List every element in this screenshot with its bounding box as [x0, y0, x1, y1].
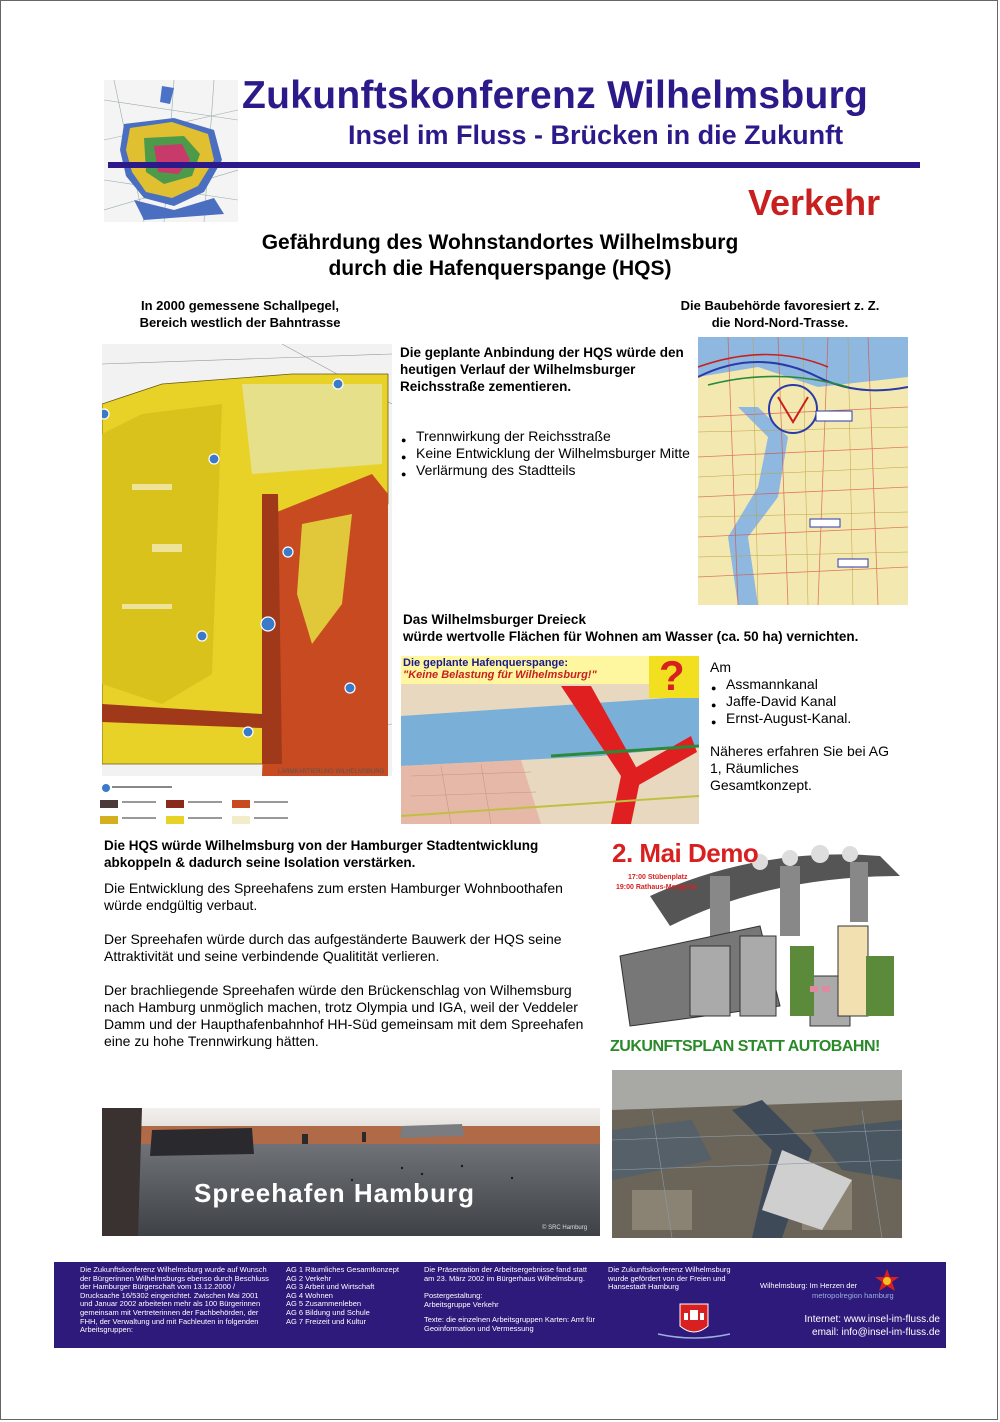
footer-poster-design: Postergestaltung: Arbeitsgruppe Verkehr [424, 1291, 499, 1309]
demo-slogan: ZUKUNFTSPLAN STATT AUTOBAHN! [610, 1038, 880, 1055]
footer-presentation: Die Präsentation der Arbeitsergebnisse fand statt am 23. März 2002 im Bürgerhaus Wilhelmsburg. [424, 1265, 588, 1283]
hamburg-coat-of-arms-icon [654, 1300, 734, 1340]
isolation-paragraph-1: Die Entwicklung des Spreehafens zum ersten Hamburger Wohnboothafen würde endgültig verbaut. [104, 880, 563, 913]
dreieck-heading [403, 611, 923, 645]
spreehafen-label: Spreehafen Hamburg [194, 1178, 475, 1208]
footer-metropolregion: metropolregion hamburg [812, 1291, 894, 1300]
wilhelmsburg-location-map [104, 80, 238, 222]
hafenquerspange-map [401, 656, 699, 824]
noise-map-caption-line-1: In 2000 gemessene Schallpegel, [141, 298, 339, 313]
hqs-map-subtitle: "Keine Belastung für Wilhelmsburg!" [403, 669, 597, 681]
footer-ag-item: AG 6 Bildung und Schule [286, 1307, 370, 1317]
canals-list [710, 676, 926, 727]
bullet-item: ● Verlärmung des Stadtteils [416, 462, 706, 479]
spreehafen-credit: © SRC Hamburg [542, 1225, 588, 1231]
footer-intro: Die Zukunftskonferenz Wilhelmsburg wurde auf Wunsch der Bürgerinnen Wilhelmsburgs ebenso durch Beschluss der Hamburger Bürgerschaft vom 13.12.2000 / Drucksache 16/5302 eingerichtet. Zwischen Mai 2001 und Januar 2002 arbeiteten mehr als 100 Bürgerinnen gemeinsam mit Vertreterinnen der Fachbehörden, der FHH, der Verwaltung und mit Fachleuten in folgenden Arbeitsgruppen: [80, 1265, 269, 1335]
question-mark: ? [659, 656, 685, 699]
demo-poster [610, 836, 904, 1062]
footer-credits: Texte: die einzelnen Arbeitsgruppen Karten: Amt für Geoinformation und Vermessung [424, 1315, 595, 1333]
canal-item: ● Ernst-August-Kanal. [726, 710, 926, 727]
metropolregion-star-icon [874, 1268, 900, 1292]
spreehafen-photo [102, 1108, 600, 1236]
footer-funding: Die Zukunftskonferenz Wilhelmsburg wurde gefördert von der Freien und Hansestadt Hamburg [608, 1265, 731, 1292]
poster-subtitle: Insel im Fluss - Brücken in die Zukunft [348, 120, 844, 150]
anbindung-bullets [400, 428, 706, 479]
trasse-caption [660, 297, 900, 331]
isolation-paragraph-3: Der brachliegende Spreehafen würde den Brückenschlag von Wilhemsburg nach Hamburg unmöglich machen, trotz Olympia und IGA, weil der Veddeler Damm und der Haupthafenbahnhof HH-Süd gemeinsam mit dem Spreehafen eine zu hohe Trennwirkung hätten. [104, 982, 584, 1049]
headline-line-2: durch die Hafenquerspange (HQS) [328, 257, 672, 280]
canal-item: ● Assmannkanal [726, 676, 926, 693]
footer-ag-item: AG 4 Wohnen [286, 1290, 333, 1300]
footer-internet: Internet: www.insel-im-fluss.de [804, 1314, 940, 1325]
trasse-caption-line-1: Die Baubehörde favoresiert z. Z. [680, 298, 880, 313]
demo-time-1: 17:00 Stübenplatz [628, 874, 688, 881]
anbindung-intro: Die geplante Anbindung der HQS würde den heutigen Verlauf der Wilhelmsburger Reichsstraße zementieren. [400, 345, 684, 394]
isolation-heading: Die HQS würde Wilhelmsburg von der Hamburger Stadtentwicklung abkoppeln & dadurch seine Isolation verstärken. [104, 838, 539, 870]
header-divider [108, 162, 920, 168]
nord-nord-trasse-map [698, 337, 908, 605]
bullet-item: ● Trennwirkung der Reichsstraße [416, 428, 706, 445]
noise-map-legend [100, 782, 390, 828]
main-headline [200, 230, 800, 282]
footer-ag-list [286, 1266, 416, 1326]
footer-email: email: info@insel-im-fluss.de [812, 1327, 940, 1338]
footer-ag-item: AG 5 Zusammenleben [286, 1299, 362, 1309]
canal-item: ● Jaffe-David Kanal [726, 693, 926, 710]
bullet-item: ● Keine Entwicklung der Wilhelmsburger Mitte [416, 445, 706, 462]
headline-line-1: Gefährdung des Wohnstandortes Wilhelmsburg [261, 231, 739, 254]
hqs-map-title: Die geplante Hafenquerspange: [403, 657, 569, 669]
footer-heart-text: Wilhelmsburg: Im Herzen der [760, 1281, 858, 1290]
section-title: Verkehr [748, 182, 881, 223]
noise-map-caption-line-2: Bereich westlich der Bahntrasse [139, 315, 341, 330]
footer-ag-item: AG 7 Freizeit und Kultur [286, 1316, 367, 1326]
dreieck-line-1: Das Wilhelmsburger Dreieck [403, 612, 586, 627]
trasse-caption-line-2: die Nord-Nord-Trasse. [711, 315, 849, 330]
dreieck-line-2: würde wertvolle Flächen für Wohnen am Wasser (ca. 50 ha) vernichten. [403, 629, 859, 644]
footer-ag-item: AG 3 Arbeit und Wirtschaft [286, 1282, 375, 1292]
footer-ag-item: AG 2 Verkehr [286, 1273, 332, 1283]
noise-map-caption [100, 297, 380, 331]
noise-map-credit: LÄRMKARTIERUNG WILHELMSBURG [278, 769, 385, 775]
footer-ag-item: AG 1 Räumliches Gesamtkonzept [286, 1265, 399, 1274]
demo-time-2: 19:00 Rathaus-Mengestr. [616, 884, 699, 891]
more-info-text: Näheres erfahren Sie bei AG 1, Räumliches Gesamtkonzept. [710, 743, 889, 793]
isolation-paragraph-2: Der Spreehafen würde durch das aufgeständerte Bauwerk der HQS seine Attraktivität und seine verbindende Qualitität verlieren. [104, 931, 562, 964]
footer [54, 1262, 946, 1348]
hamburg-aerial-photo [612, 1070, 902, 1238]
noise-level-map [102, 344, 392, 776]
demo-title: 2. Mai Demo [612, 838, 759, 868]
canals-intro: Am [710, 659, 731, 675]
poster-title: Zukunftskonferenz Wilhelmsburg [242, 74, 869, 117]
